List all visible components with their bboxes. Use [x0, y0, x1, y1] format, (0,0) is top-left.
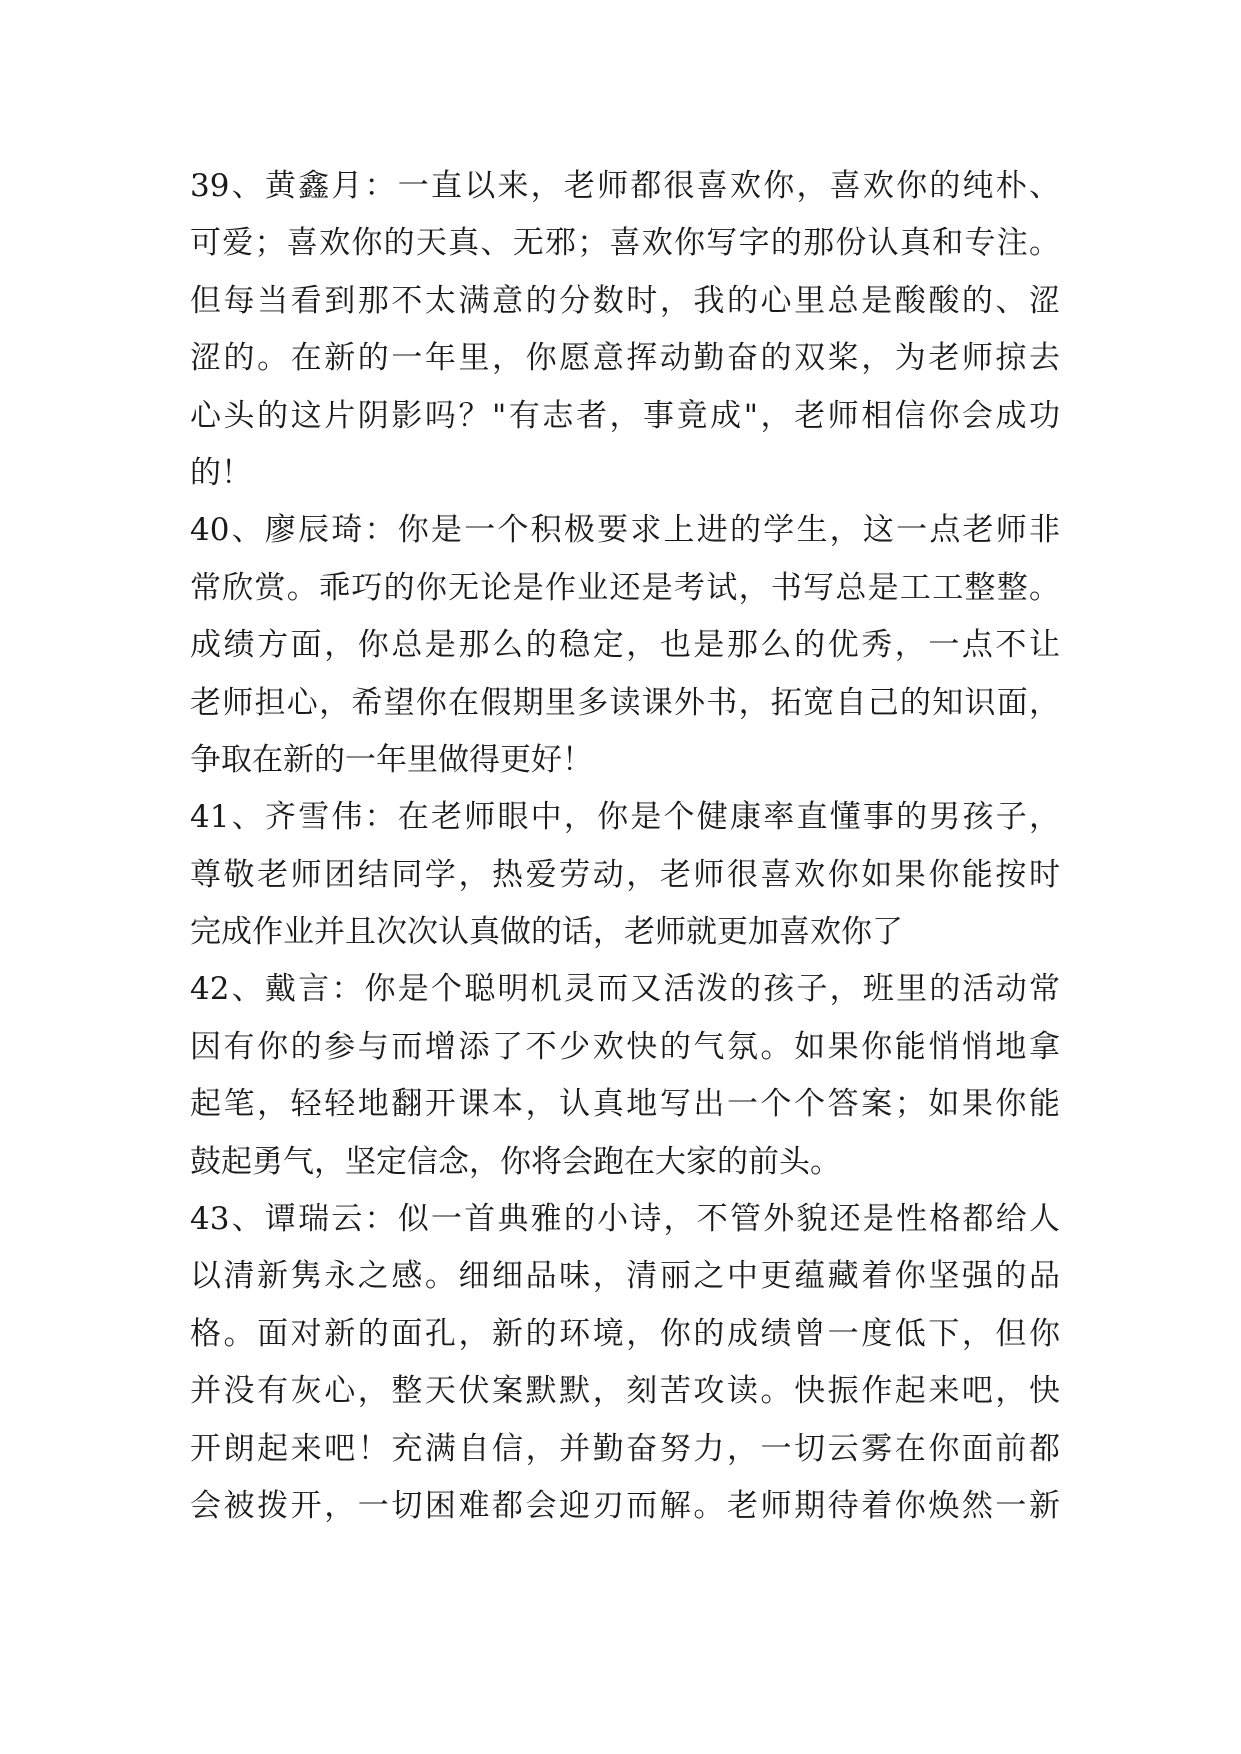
- text-line: 老师担心，希望你在假期里多读课外书，拓宽自己的知识面，: [190, 684, 1060, 721]
- text-line: 42、戴言：你是个聪明机灵而又活泼的孩子，班里的活动常: [190, 971, 1060, 1008]
- text-line: 常欣赏。乖巧的你无论是作业还是考试，书写总是工工整整。: [190, 569, 1060, 606]
- text-line: 格。面对新的面孔，新的环境，你的成绩曾一度低下，但你: [190, 1315, 1060, 1352]
- text-line: 心头的这片阴影吗？"有志者，事竟成"，老师相信你会成功: [190, 397, 1060, 434]
- text-line: 但每当看到那不太满意的分数时，我的心里总是酸酸的、涩: [190, 282, 1060, 319]
- text-line: 并没有灰心，整天伏案默默，刻苦攻读。快振作起来吧，快: [190, 1373, 1060, 1410]
- text-line: 的！: [190, 454, 252, 491]
- text-line: 完成作业并且次次认真做的话，老师就更加喜欢你了: [190, 914, 903, 951]
- text-line: 涩的。在新的一年里，你愿意挥动勤奋的双桨，为老师掠去: [190, 340, 1060, 377]
- text-line: 以清新隽永之感。细细品味，清丽之中更蕴藏着你坚强的品: [190, 1258, 1060, 1295]
- text-line: 会被拨开，一切困难都会迎刃而解。老师期待着你焕然一新: [190, 1487, 1060, 1524]
- text-line: 39、黄鑫月：一直以来，老师都很喜欢你，喜欢你的纯朴、: [190, 168, 1060, 204]
- document-body: [190, 158, 1060, 1535]
- text-line: 成绩方面，你总是那么的稳定，也是那么的优秀，一点不让: [190, 627, 1060, 664]
- text-line: 可爱；喜欢你的天真、无邪；喜欢你写字的那份认真和专注。: [190, 225, 1060, 262]
- text-line: 41、齐雪伟：在老师眼中，你是个健康率直懂事的男孩子，: [190, 799, 1060, 836]
- text-line: 鼓起勇气，坚定信念，你将会跑在大家的前头。: [190, 1143, 841, 1180]
- text-line: 起笔，轻轻地翻开课本，认真地写出一个个答案；如果你能: [190, 1086, 1060, 1123]
- text-line: 43、谭瑞云：似一首典雅的小诗，不管外貌还是性格都给人: [190, 1201, 1060, 1238]
- text-line: 40、廖辰琦：你是一个积极要求上进的学生，这一点老师非: [190, 512, 1060, 549]
- text-line: 争取在新的一年里做得更好！: [190, 741, 593, 778]
- text-line: 因有你的参与而增添了不少欢快的气氛。如果你能悄悄地拿: [190, 1028, 1060, 1065]
- text-line: 尊敬老师团结同学，热爱劳动，老师很喜欢你如果你能按时: [190, 856, 1060, 893]
- text-line: 开朗起来吧！充满自信，并勤奋努力，一切云雾在你面前都: [190, 1430, 1060, 1467]
